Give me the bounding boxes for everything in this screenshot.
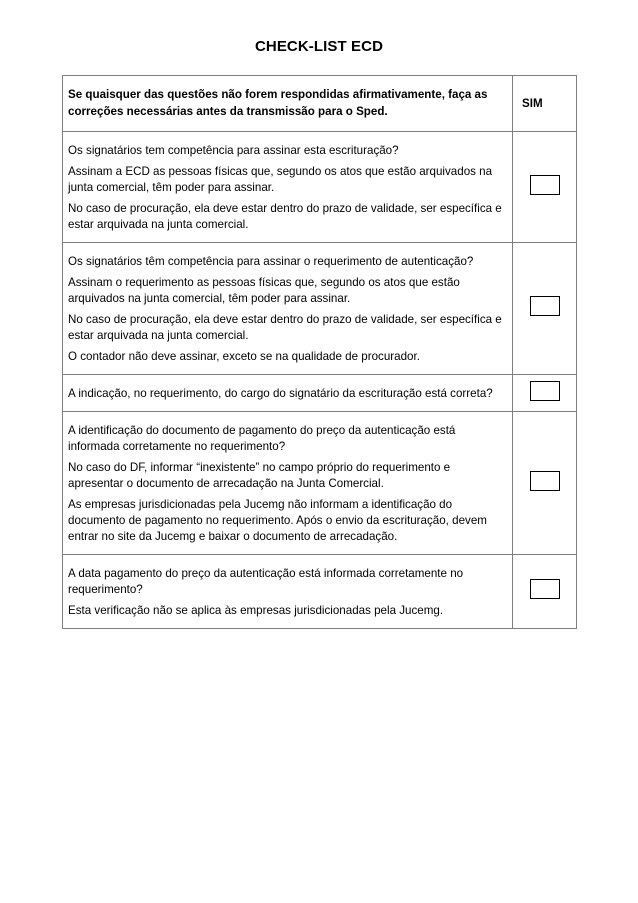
question-note: Esta verificação não se aplica às empresas jurisdicionadas pela Jucemg.: [68, 604, 444, 617]
question-text: A data pagamento do preço da autenticação está informada corretamente no requerimento?: [68, 567, 464, 596]
question-note: No caso do DF, informar “inexistente” no campo próprio do requerimento e apresentar o documento de arrecadação na Junta Comercial.: [68, 461, 451, 490]
question-note: Assinam a ECD as pessoas físicas que, segundo os atos que estão arquivados na junta comercial, têm poder para assinar.: [68, 165, 493, 194]
table-header-row: [63, 76, 577, 132]
question-cell: [63, 412, 513, 555]
question-note: O contador não deve assinar, exceto se na qualidade de procurador.: [68, 350, 420, 363]
question-cell: [63, 555, 513, 629]
question-cell: [63, 132, 513, 243]
answer-cell: [513, 555, 577, 629]
question-text: A identificação do documento de pagamento do preço da autenticação está informada corretamente no requerimento?: [68, 424, 456, 453]
question-cell: [63, 375, 513, 412]
question-note: No caso de procuração, ela deve estar dentro do prazo de validade, ser específica e estar arquivada na junta comercial.: [68, 313, 502, 342]
question-note: No caso de procuração, ela deve estar dentro do prazo de validade, ser específica e estar arquivada na junta comercial.: [68, 202, 502, 231]
checklist-table: [62, 75, 577, 629]
answer-cell: [513, 132, 577, 243]
question-text: Os signatários tem competência para assinar esta escrituração?: [68, 144, 399, 157]
table-row: [63, 375, 577, 412]
question-text: A indicação, no requerimento, do cargo do signatário da escrituração está correta?: [68, 387, 493, 400]
sim-checkbox[interactable]: [530, 296, 560, 316]
header-answer-cell: SIM: [513, 76, 577, 132]
table-row: [63, 132, 577, 243]
answer-cell: [513, 243, 577, 375]
table-row: [63, 243, 577, 375]
question-text: Os signatários têm competência para assinar o requerimento de autenticação?: [68, 255, 474, 268]
table-row: [63, 555, 577, 629]
sim-checkbox[interactable]: [530, 381, 560, 401]
sim-checkbox[interactable]: [530, 175, 560, 195]
document-title: CHECK-LIST ECD: [254, 38, 384, 55]
question-cell: [63, 243, 513, 375]
sim-checkbox[interactable]: [530, 579, 560, 599]
question-note: Assinam o requerimento as pessoas físicas que, segundo os atos que estão arquivados na junta comercial, têm poder para assinar.: [68, 276, 460, 305]
answer-cell: [513, 412, 577, 555]
answer-cell: [513, 375, 577, 412]
table-row: [63, 412, 577, 555]
header-question-cell: Se quaisquer das questões não forem respondidas afirmativamente, faça as correções necessárias antes da transmissão para o Sped.: [63, 76, 513, 132]
sim-checkbox[interactable]: [530, 471, 560, 491]
question-note: As empresas jurisdicionadas pela Jucemg não informam a identificação do documento de pagamento no requerimento. Após o envio da escrituração, devem entrar no site da Jucemg e baixar o documento de arrecadação.: [68, 498, 487, 543]
